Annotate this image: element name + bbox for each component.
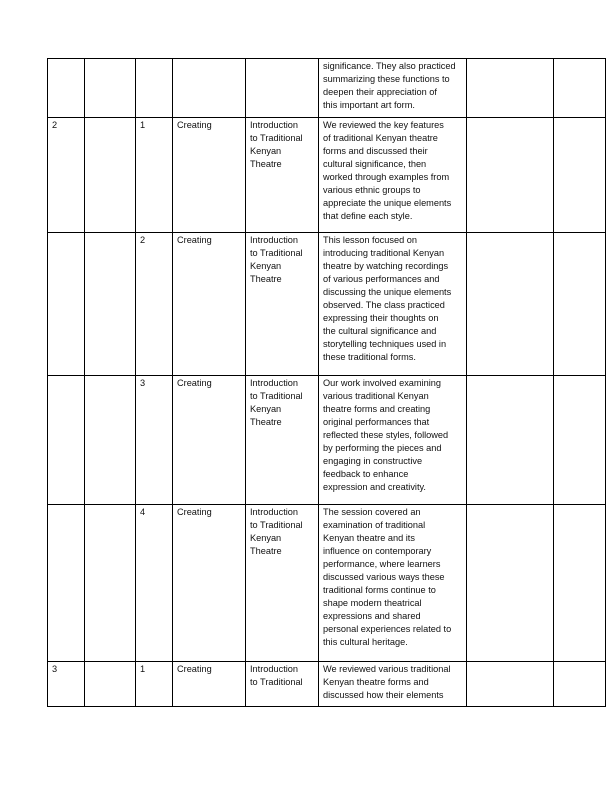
strand-cell bbox=[173, 59, 246, 118]
reflection-cell-line: The session covered an bbox=[323, 507, 421, 517]
sub-strand-cell-line: Kenyan bbox=[250, 404, 282, 414]
blank-cell bbox=[467, 662, 554, 707]
reflection-cell bbox=[319, 376, 467, 505]
reflection-cell-line: We reviewed various traditional bbox=[323, 664, 451, 674]
reflection-cell-line: discussed how their elements bbox=[323, 690, 444, 700]
reflection-cell-line: summarizing these functions to bbox=[323, 74, 450, 84]
reflection-cell-line: personal experiences related to bbox=[323, 624, 452, 634]
week-cell bbox=[48, 59, 85, 118]
sub-strand-cell-line: Introduction bbox=[250, 507, 299, 517]
sub-strand-cell bbox=[246, 233, 319, 376]
reflection-cell-line: Our work involved examining bbox=[323, 378, 441, 388]
reflection-cell-line: expressions and shared bbox=[323, 611, 421, 621]
reflection-cell-line: theatre by watching recordings bbox=[323, 261, 449, 271]
lesson-cell: 2 bbox=[136, 233, 173, 376]
reflection-cell-line: theatre forms and creating bbox=[323, 404, 431, 414]
lesson-cell bbox=[136, 59, 173, 118]
table-row bbox=[48, 233, 606, 376]
blank-cell bbox=[467, 376, 554, 505]
reflection-cell-line: engaging in constructive bbox=[323, 456, 423, 466]
sub-strand-cell bbox=[246, 59, 319, 118]
reflection-cell-line: expressing their thoughts on bbox=[323, 313, 439, 323]
week-cell bbox=[48, 505, 85, 662]
lesson-cell: 4 bbox=[136, 505, 173, 662]
blank-cell bbox=[467, 505, 554, 662]
sub-strand-cell-line: Kenyan bbox=[250, 146, 282, 156]
reflection-cell-line: various traditional Kenyan bbox=[323, 391, 429, 401]
reflection-cell-line: Kenyan theatre and its bbox=[323, 533, 415, 543]
table-row bbox=[48, 376, 606, 505]
extra-cell bbox=[85, 233, 136, 376]
sub-strand-cell-line: to Traditional bbox=[250, 391, 303, 401]
sub-strand-cell-line: Kenyan bbox=[250, 261, 282, 271]
reflection-cell-line: We reviewed the key features bbox=[323, 120, 444, 130]
remarks-cell bbox=[554, 505, 606, 662]
sub-strand-cell-line: to Traditional bbox=[250, 133, 303, 143]
reflection-cell-line: that define each style. bbox=[323, 211, 413, 221]
reflection-cell-line: storytelling techniques used in bbox=[323, 339, 447, 349]
sub-strand-cell-line: to Traditional bbox=[250, 248, 303, 258]
remarks-cell bbox=[554, 233, 606, 376]
reflection-cell-line: Kenyan theatre forms and bbox=[323, 677, 429, 687]
strand-cell: Creating bbox=[173, 376, 246, 505]
reflection-cell-line: forms and discussed their bbox=[323, 146, 428, 156]
extra-cell bbox=[85, 505, 136, 662]
extra-cell bbox=[85, 118, 136, 233]
reflection-cell-line: performance, where learners bbox=[323, 559, 441, 569]
blank-cell bbox=[467, 233, 554, 376]
reflection-cell-line: significance. They also practiced bbox=[323, 61, 456, 71]
reflection-cell bbox=[319, 233, 467, 376]
sub-strand-cell-line: to Traditional bbox=[250, 677, 303, 687]
reflection-cell-line: shape modern theatrical bbox=[323, 598, 422, 608]
week-cell bbox=[48, 376, 85, 505]
lesson-record-table bbox=[47, 58, 606, 707]
sub-strand-cell-line: Introduction bbox=[250, 235, 299, 245]
sub-strand-cell-line: Theatre bbox=[250, 546, 282, 556]
reflection-cell-line: this important art form. bbox=[323, 100, 415, 110]
blank-cell bbox=[467, 118, 554, 233]
sub-strand-cell bbox=[246, 118, 319, 233]
reflection-cell-line: expression and creativity. bbox=[323, 482, 426, 492]
strand-cell: Creating bbox=[173, 662, 246, 707]
reflection-cell-line: this cultural heritage. bbox=[323, 637, 408, 647]
extra-cell bbox=[85, 662, 136, 707]
week-cell bbox=[48, 233, 85, 376]
reflection-cell-line: This lesson focused on bbox=[323, 235, 417, 245]
reflection-cell-line: deepen their appreciation of bbox=[323, 87, 437, 97]
reflection-cell-line: feedback to enhance bbox=[323, 469, 409, 479]
reflection-cell bbox=[319, 118, 467, 233]
reflection-cell-line: original performances that bbox=[323, 417, 430, 427]
reflection-cell bbox=[319, 662, 467, 707]
lesson-cell: 1 bbox=[136, 662, 173, 707]
reflection-cell-line: appreciate the unique elements bbox=[323, 198, 452, 208]
reflection-cell-line: worked through examples from bbox=[323, 172, 450, 182]
sub-strand-cell-line: to Traditional bbox=[250, 520, 303, 530]
reflection-cell-line: influence on contemporary bbox=[323, 546, 432, 556]
lesson-cell: 1 bbox=[136, 118, 173, 233]
sub-strand-cell-line: Theatre bbox=[250, 274, 282, 284]
week-cell: 2 bbox=[48, 118, 85, 233]
remarks-cell bbox=[554, 118, 606, 233]
sub-strand-cell-line: Introduction bbox=[250, 664, 299, 674]
sub-strand-cell bbox=[246, 505, 319, 662]
remarks-cell bbox=[554, 662, 606, 707]
extra-cell bbox=[85, 376, 136, 505]
reflection-cell-line: cultural significance, then bbox=[323, 159, 427, 169]
strand-cell: Creating bbox=[173, 118, 246, 233]
table-row bbox=[48, 118, 606, 233]
table-row bbox=[48, 59, 606, 118]
reflection-cell-line: by performing the pieces and bbox=[323, 443, 442, 453]
reflection-cell-line: these traditional forms. bbox=[323, 352, 416, 362]
reflection-cell-line: discussed various ways these bbox=[323, 572, 445, 582]
strand-cell: Creating bbox=[173, 233, 246, 376]
sub-strand-cell-line: Theatre bbox=[250, 159, 282, 169]
reflection-cell bbox=[319, 505, 467, 662]
reflection-cell-line: introducing traditional Kenyan bbox=[323, 248, 445, 258]
reflection-cell-line: traditional forms continue to bbox=[323, 585, 436, 595]
remarks-cell bbox=[554, 59, 606, 118]
sub-strand-cell-line: Theatre bbox=[250, 417, 282, 427]
sub-strand-cell bbox=[246, 662, 319, 707]
week-cell: 3 bbox=[48, 662, 85, 707]
sub-strand-cell bbox=[246, 376, 319, 505]
blank-cell bbox=[467, 59, 554, 118]
reflection-cell-line: reflected these styles, followed bbox=[323, 430, 449, 440]
reflection-cell bbox=[319, 59, 467, 118]
remarks-cell bbox=[554, 376, 606, 505]
reflection-cell-line: of various performances and bbox=[323, 274, 440, 284]
reflection-cell-line: the cultural significance and bbox=[323, 326, 437, 336]
extra-cell bbox=[85, 59, 136, 118]
reflection-cell-line: various ethnic groups to bbox=[323, 185, 421, 195]
reflection-cell-line: observed. The class practiced bbox=[323, 300, 445, 310]
strand-cell: Creating bbox=[173, 505, 246, 662]
sub-strand-cell-line: Kenyan bbox=[250, 533, 282, 543]
reflection-cell-line: examination of traditional bbox=[323, 520, 426, 530]
reflection-cell-line: discussing the unique elements bbox=[323, 287, 452, 297]
table-row bbox=[48, 662, 606, 707]
reflection-cell-line: of traditional Kenyan theatre bbox=[323, 133, 438, 143]
sub-strand-cell-line: Introduction bbox=[250, 378, 299, 388]
table-row bbox=[48, 505, 606, 662]
sub-strand-cell-line: Introduction bbox=[250, 120, 299, 130]
lesson-cell: 3 bbox=[136, 376, 173, 505]
